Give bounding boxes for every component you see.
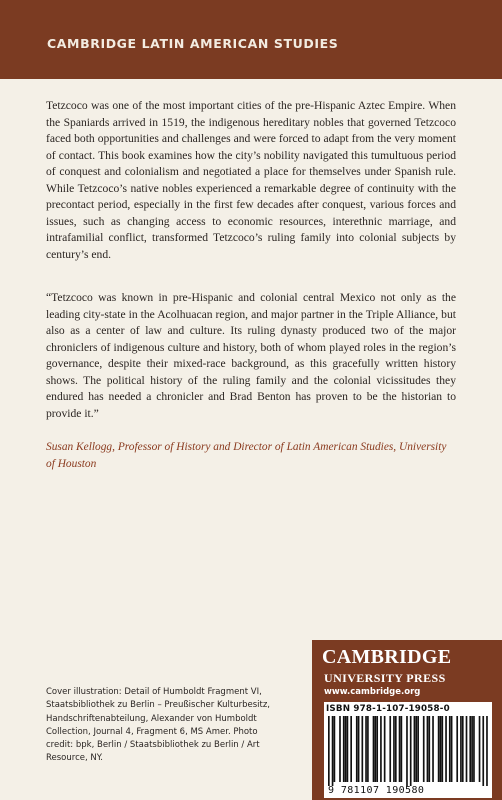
barcode-bar [328,716,330,786]
barcode-bar [373,716,375,782]
barcode-bar [343,716,345,782]
isbn-label: ISBN 978-1-107-19058-0 [326,704,450,714]
barcode-bar [417,716,419,782]
barcode-bar [350,716,352,782]
barcode-bar [399,716,401,782]
barcode-bar [466,716,468,782]
publisher-name: CAMBRIDGE [322,646,452,668]
barcode-bar [376,716,378,782]
barcode-bar [332,716,334,786]
barcode-bar [441,716,443,782]
barcode-bar [414,716,416,782]
barcode-bar [445,716,447,782]
barcode-bar [427,716,429,782]
barcode-bar [361,716,363,782]
publisher-block [312,640,502,800]
barcode-bar [432,716,434,782]
series-title: CAMBRIDGE LATIN AMERICAN STUDIES [47,36,339,51]
barcode-bar [410,716,412,786]
barcode-bar [367,716,369,782]
barcode-bar [456,716,458,782]
publisher-url: www.cambridge.org [324,687,421,697]
barcode-digits: 9 781107 190580 [328,785,425,796]
barcode-bar [415,716,417,782]
barcode-bar [440,716,442,782]
barcode-bar [438,716,440,782]
barcode-bar [482,716,484,786]
publisher-subtitle: UNIVERSITY PRESS [324,671,446,685]
barcode-bar [358,716,360,782]
barcode-bar [339,716,341,782]
barcode-bar [389,716,391,782]
barcode-panel [324,702,492,798]
barcode-bar [428,716,430,782]
barcode-bar [334,716,336,782]
barcode-bar [473,716,475,782]
barcode-bar [393,716,395,782]
barcode-bar [451,716,453,782]
barcode-bar [356,716,358,782]
barcode-bar [449,716,451,782]
barcode-bar [365,716,367,782]
barcode-bar [486,716,488,786]
barcode-bar [423,716,425,782]
barcode-bar [469,716,471,782]
barcode-bar [471,716,473,782]
barcode-bar [347,716,349,782]
barcode-bar [460,716,462,782]
cover-illustration-credit: Cover illustration: Detail of Humboldt Fragment VI, Staatsbibliothek zu Berlin – Preußischer Kulturbesitz, Handschriftenabteilung, Alexander von Humboldt Collection, Journal 4, Fragment 6, MS Amer. Photo credit: bpk, Berlin / Staatsbibliothek zu Berlin / Art Resource, NY. [46,687,270,764]
series-header-bar [0,0,502,79]
barcode-bar [345,716,347,782]
barcode-bar [375,716,377,782]
barcode-image [328,716,488,786]
endorsement-quote: “Tetzcoco was known in pre-Hispanic and colonial central Mexico not only as the leading city-state in the Acolhuacan region, and major partner in the Triple Alliance, but also as a center of law and culture. Its ruling dynasty produced two of the major chroniclers of indigenous culture and history, both of whom played roles in the region’s governance, despite their mixed-race background, as this gracefully written history shows. The political history of the ruling family and the colonial vicissitudes they endured has needed a chronicler and Brad Benton has proven to be the historian to provide it.” [46,291,456,420]
barcode-bar [384,716,386,782]
book-summary: Tetzcoco was one of the most important cities of the pre-Hispanic Aztec Empire. When the Spaniards arrived in 1519, the indigenous hereditary nobles that governed Tetzcoco faced both opportunities and challenges and were forced to adapt from the very moment of contact. This book examines how the city’s nobility navigated this tumultuous period of conquest and colonialism and negotiated a place for themselves under Spanish rule. While Tetzcoco’s native nobles experienced a remarkable degree of continuity with the precontact period, especially in the first few decades after conquest, various forces and issues, such as changing access to economic resources, interethnic marriage, and intrafamilial conflict, transformed Tetzcoco’s ruling family into colonial subjects by century’s end. [46,99,456,261]
barcode-bar [406,716,408,786]
barcode-bar [462,716,464,782]
barcode-bar [401,716,403,782]
endorsement-attribution: Susan Kellogg, Professor of History and Director of Latin American Studies, University of Houston [46,441,447,470]
barcode-bar [395,716,397,782]
barcode-bar [479,716,481,782]
barcode-bar [380,716,382,782]
